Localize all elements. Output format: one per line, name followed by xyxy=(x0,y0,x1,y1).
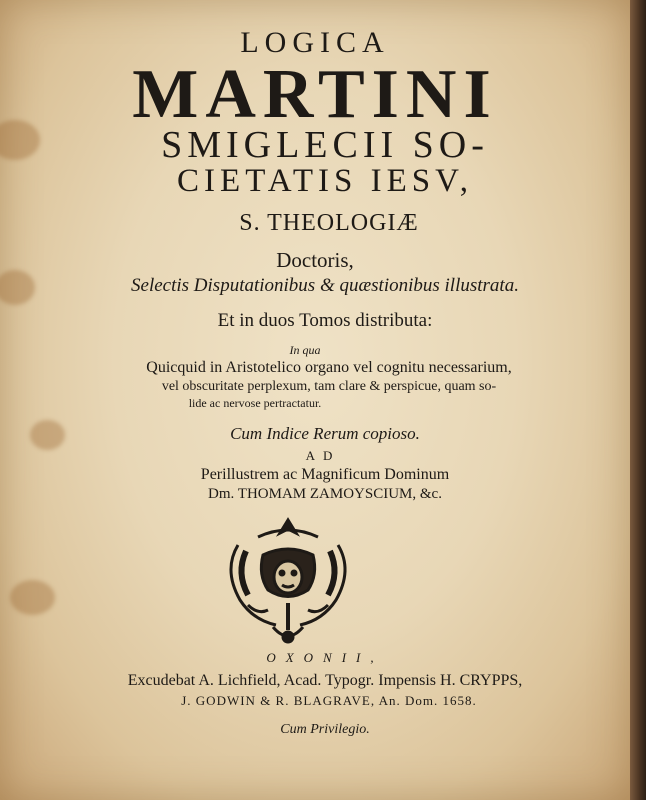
subtitle-in-qua: In qua xyxy=(289,343,321,357)
stain xyxy=(10,580,55,615)
description-line-1: Quicquid in Aristotelico organo vel cognitu necessarium, xyxy=(146,359,512,376)
book-spine-edge xyxy=(630,0,646,800)
imprint-printer: Excudebat A. Lichfield, Acad. Typogr. Impensis H. CRYPPS, xyxy=(127,672,523,689)
imprint-place: OXONII, xyxy=(266,650,384,665)
index-note: Cum Indice Rerum copioso. xyxy=(230,424,420,443)
dedication-name: Dm. THOMAM ZAMOYSCIUM, &c. xyxy=(208,486,442,502)
subtitle-et-in-duos: Et in duos Tomos distributa: xyxy=(217,310,433,331)
printers-ornament-icon xyxy=(218,515,358,650)
subtitle-selectis: Selectis Disputationibus & quæstionibus illustrata. xyxy=(131,275,519,296)
imprint-publishers: J. GODWIN & R. BLAGRAVE, An. Dom. 1658. xyxy=(181,693,477,708)
title-theologiae: S. THEOLOGIÆ xyxy=(239,210,419,236)
title-martini: MARTINI xyxy=(132,56,498,133)
dedication-perillustrem: Perillustrem ac Magnificum Dominum xyxy=(200,466,450,483)
dedication-ad: AD xyxy=(305,448,341,463)
description-line-2: vel obscuritate perplexum, tam clare & perspicue, quam so- xyxy=(161,379,497,394)
imprint-privilege: Cum Privilegio. xyxy=(280,722,370,737)
title-smiglecii: SMIGLECII SO- xyxy=(161,124,489,166)
title-logica: LOGICA xyxy=(240,26,390,59)
title-doctoris: Doctoris, xyxy=(276,248,354,272)
description-line-3: lide ac nervose pertractatur. xyxy=(188,396,322,410)
title-societatis: CIETATIS IESV, xyxy=(177,163,473,199)
